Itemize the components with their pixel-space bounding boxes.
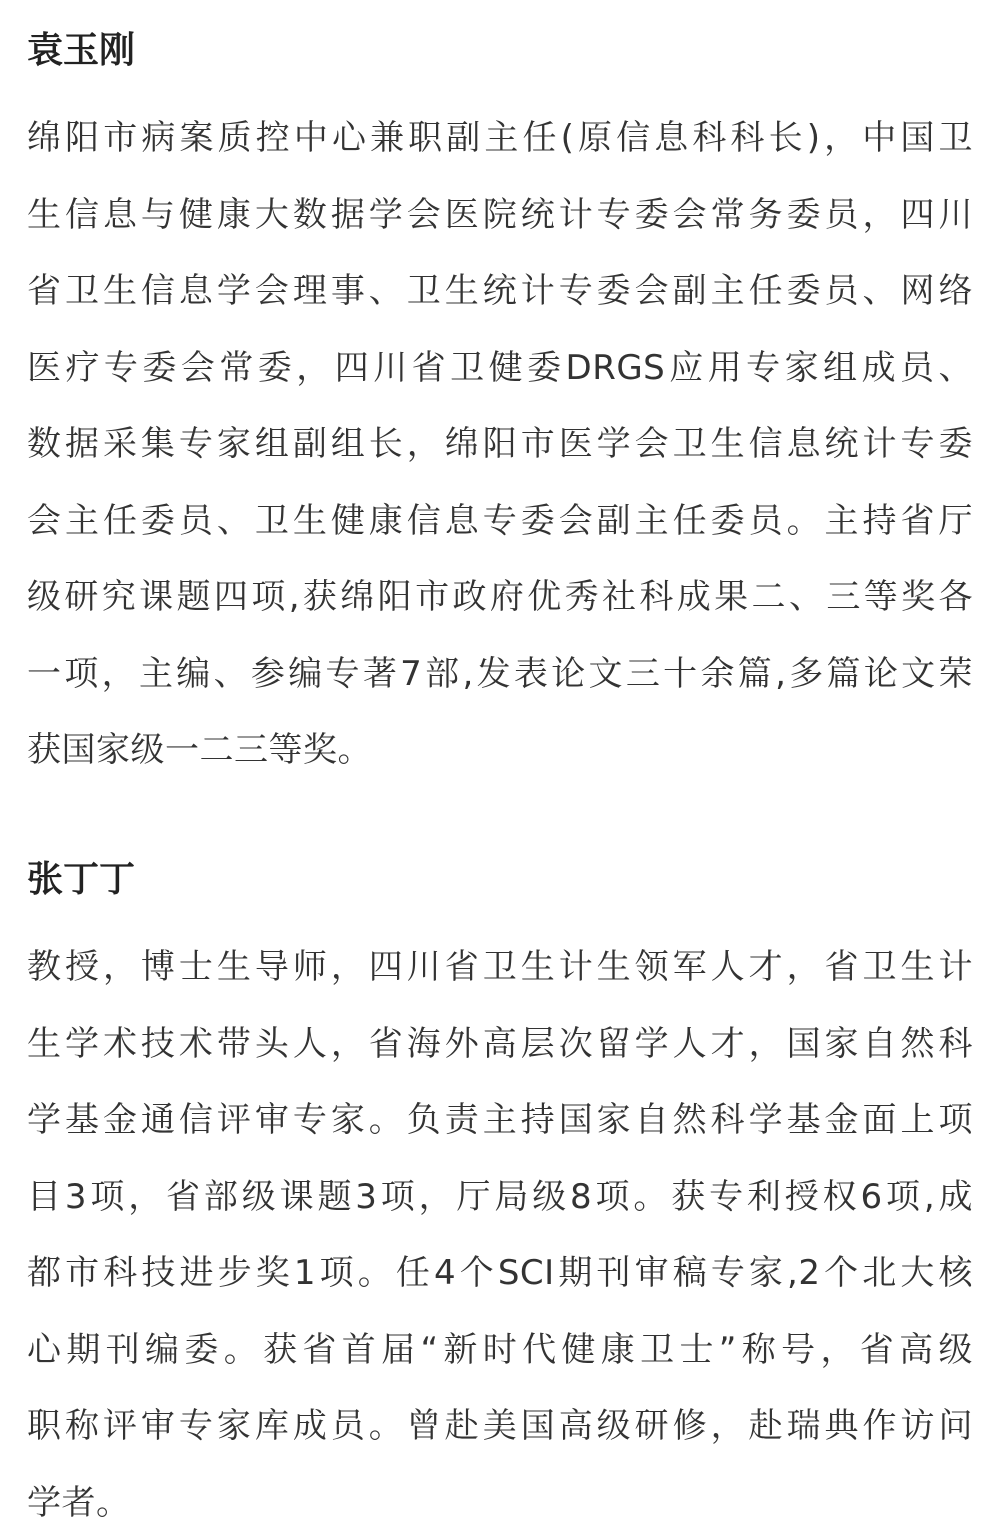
profile-text-line: 数据采集专家组副组长，绵阳市医学会卫生信息统计专委 xyxy=(27,424,973,464)
profile-text-line: 级研究课题四项,获绵阳市政府优秀社科成果二、三等奖各 xyxy=(27,577,973,617)
profile-description xyxy=(27,929,973,1523)
profile-text-line: 学者。 xyxy=(27,1482,131,1523)
profile-text-line: 医疗专委会常委，四川省卫健委DRGS应用专家组成员、 xyxy=(27,347,973,388)
profile-name: 袁玉刚 xyxy=(27,30,136,71)
profile-text-line: 一项，主编、参编专著7部,发表论文三十余篇,多篇论文荣 xyxy=(27,653,973,694)
profile-text-line: 都市科技进步奖1项。任4个SCI期刊审稿专家,2个北大核 xyxy=(27,1253,973,1293)
profile-text-line: 学基金通信评审专家。负责主持国家自然科学基金面上项 xyxy=(27,1100,973,1140)
profile-text-line: 职称评审专家库成员。曾赴美国高级研修，赴瑞典作访问 xyxy=(27,1406,973,1446)
profile-description xyxy=(27,100,973,789)
profile-text-line: 绵阳市病案质控中心兼职副主任(原信息科科长)，中国卫 xyxy=(27,118,973,158)
profile-text-line: 心期刊编委。获省首届“新时代健康卫士”称号，省高级 xyxy=(27,1329,973,1370)
profile-text-line: 生信息与健康大数据学会医院统计专委会常务委员，四川 xyxy=(27,194,973,235)
profile-text-line: 会主任委员、卫生健康信息专委会副主任委员。主持省厅 xyxy=(27,500,973,541)
profile-text-line: 教授，博士生导师，四川省卫生计生领军人才，省卫生计 xyxy=(27,947,973,987)
profile-yuan-yugang xyxy=(27,24,973,789)
profile-text-line: 生学术技术带头人，省海外高层次留学人才，国家自然科 xyxy=(27,1023,973,1064)
profile-zhang-dingding xyxy=(27,853,973,1523)
profile-text-line: 获国家级一二三等奖。 xyxy=(27,730,372,770)
profile-text-line: 省卫生信息学会理事、卫生统计专委会副主任委员、网络 xyxy=(27,271,973,311)
profile-name: 张丁丁 xyxy=(27,859,136,900)
profile-text-line: 目3项，省部级课题3项，厅局级8项。获专利授权6项,成 xyxy=(27,1176,973,1217)
